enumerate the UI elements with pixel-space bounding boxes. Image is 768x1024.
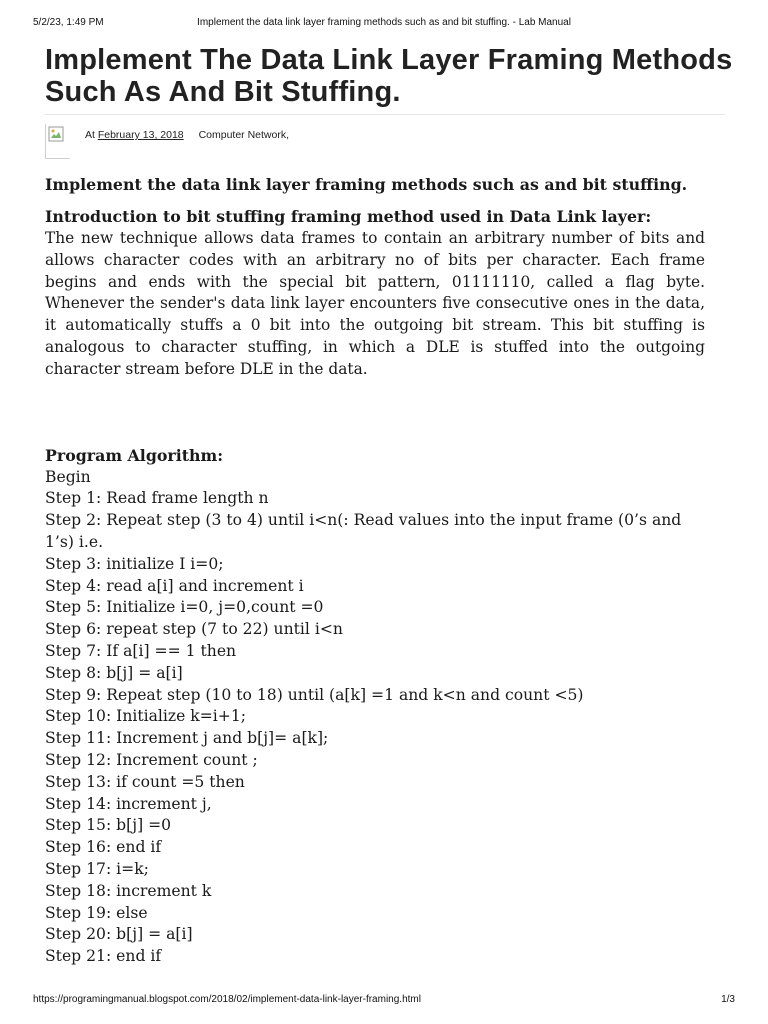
algorithm-step: Step 6: repeat step (7 to 22) until i<n: [45, 620, 343, 639]
print-header: [0, 17, 768, 31]
algorithm-step: Step 19: else: [45, 903, 148, 922]
algorithm-step: Step 13: if count =5 then: [45, 772, 245, 791]
algorithm-step: Step 5: Initialize i=0, j=0,count =0: [45, 598, 324, 617]
print-footer: [0, 994, 768, 1008]
algorithm-step: Step 11: Increment j and b[j]= a[k];: [45, 729, 329, 748]
post-meta: [45, 122, 725, 160]
title-divider: [45, 114, 725, 115]
algorithm-step: Step 4: read a[i] and increment i: [45, 576, 304, 595]
post-date-link[interactable]: February 13, 2018: [97, 129, 184, 141]
algorithm-step: Step 16: end if: [45, 838, 162, 857]
author-avatar[interactable]: [45, 124, 70, 159]
post-body: [45, 174, 705, 968]
algorithm-step: Step 12: Increment count ;: [45, 750, 258, 769]
algorithm-step: Step 21: end if: [45, 947, 162, 966]
algorithm-step: Step 14: increment j,: [45, 794, 212, 813]
algorithm-steps: [45, 467, 705, 968]
algorithm-step: Begin: [45, 467, 91, 486]
post-date-prefix: At: [85, 129, 95, 141]
print-timestamp: 5/2/23, 1:49 PM: [33, 17, 104, 28]
broken-image-icon: [48, 126, 64, 142]
algorithm-step: Step 9: Repeat step (10 to 18) until (a[k] =1 and k<n and count <5): [45, 685, 584, 704]
algorithm-step: Step 10: Initialize k=i+1;: [45, 707, 247, 726]
algorithm-step: Step 2: Repeat step (3 to 4) until i<n(: Read values into the input frame (0’s and 1’s) i.e.: [45, 511, 682, 551]
algorithm-step: Step 18: increment k: [45, 881, 212, 900]
algorithm-step: Step 17: i=k;: [45, 859, 149, 878]
algorithm-step: Step 3: initialize I i=0;: [45, 554, 224, 573]
intro-paragraph: The new technique allows data frames to contain an arbitrary number of bits and allows character codes with an arbitrary no of bits per character. Each frame begins and ends with the special bit pattern, 01111110, called a flag byte. Whenever the sender's data link layer encounters five consecutive ones in the data, it automatically stuffs a 0 bit into the outgoing bit stream. This bit stuffing is analogous to character stuffing, in which a DLE is stuffed into the outgoing character stream before DLE in the data.: [45, 229, 705, 378]
print-page-number: 1/3: [721, 994, 735, 1005]
print-page-title: Implement the data link layer framing methods such as and bit stuffing. - Lab Manual: [197, 17, 571, 28]
section-heading: Implement the data link layer framing methods such as and bit stuffing.: [45, 175, 688, 194]
post-title: Implement The Data Link Layer Framing Methods Such As And Bit Stuffing.: [45, 44, 733, 108]
algorithm-step: Step 20: b[j] = a[i]: [45, 925, 193, 944]
algorithm-step: Step 15: b[j] =0: [45, 816, 172, 835]
print-url[interactable]: https://programingmanual.blogspot.com/2018/02/implement-data-link-layer-framing.html: [33, 994, 421, 1005]
post-meta-text: [85, 129, 289, 141]
intro-heading: Introduction to bit stuffing framing method used in Data Link layer:: [45, 207, 652, 226]
algorithm-step: Step 8: b[j] = a[i]: [45, 663, 183, 682]
post-label-link[interactable]: Computer Network,: [198, 129, 290, 141]
algorithm-step: Step 7: If a[i] == 1 then: [45, 641, 237, 660]
algorithm-step: Step 1: Read frame length n: [45, 489, 269, 508]
algorithm-heading: Program Algorithm:: [45, 445, 224, 465]
